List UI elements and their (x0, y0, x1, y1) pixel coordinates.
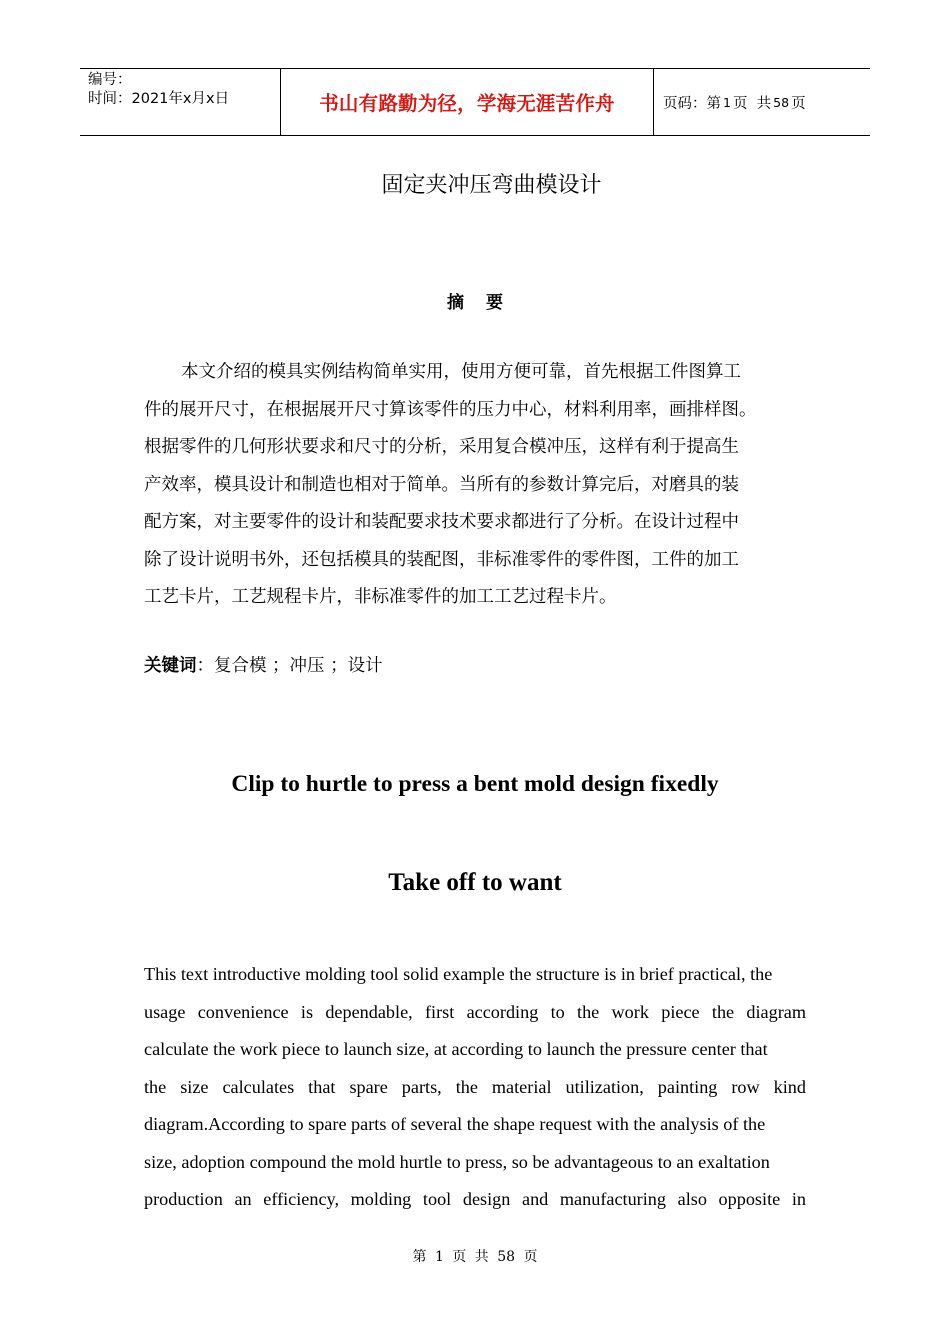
abstract-en-line: calculate the work piece to launch size, at according to launch the pressure center that (144, 1039, 768, 1059)
page-suffix: 页 (791, 95, 806, 112)
abstract-cn-line: 本文介绍的模具实例结构简单实用，使用方便可靠，首先根据工件图算工 (181, 362, 741, 382)
abstract-heading-right: 要 (486, 293, 503, 313)
abstract-heading-left: 摘 (447, 293, 464, 313)
keywords-label: 关键词 (144, 656, 197, 676)
page-current: 1 (723, 94, 731, 110)
abstract-cn-line: 件的展开尺寸，在根据展开尺寸算该零件的压力中心，材料利用率，画排样图。 (144, 399, 757, 420)
header-page-info (654, 69, 870, 135)
page-middle: 页 共 (732, 95, 772, 112)
abstract-cn-paragraph (144, 354, 806, 617)
abstract-cn-line: 产效率，模具设计和制造也相对于简单。当所有的参数计算完后，对磨具的装 (144, 474, 739, 495)
header-info-cell (80, 69, 281, 135)
abstract-en-line: size, adoption compound the mold hurtle to press, so be advantageous to an exaltation (144, 1151, 770, 1172)
header-table (80, 68, 870, 136)
abstract-cn-line: 除了设计说明书外，还包括模具的装配图，非标准零件的零件图，工件的加工 (144, 549, 739, 570)
abstract-en-paragraph (144, 956, 806, 1219)
abstract-heading-cn (0, 288, 950, 313)
abstract-en-line: usage convenience is dependable, first according to the work piece the diagram (144, 1001, 806, 1022)
page-total: 58 (773, 94, 790, 110)
abstract-en-line: diagram.According to spare parts of several the shape request with the analysis of the (144, 1114, 766, 1134)
abstract-en-line: production an efficiency, molding tool design and manufacturing also opposite in (144, 1189, 806, 1209)
document-title-en: Clip to hurtle to press a bent mold design fixedly (231, 771, 719, 797)
abstract-heading-en: Take off to want (388, 869, 562, 896)
serial-label: 编号： (88, 72, 132, 88)
abstract-en-line: the size calculates that spare parts, the material utilization, painting row kind (144, 1076, 806, 1097)
abstract-en-line: This text introductive molding tool solid example the structure is in brief practical, the (144, 964, 773, 984)
abstract-cn-line: 配方案，对主要零件的设计和装配要求技术要求都进行了分析。在设计过程中 (144, 512, 739, 532)
header-motto: 书山有路勤为径，学海无涯苦作舟 (281, 69, 654, 135)
abstract-cn-line: 根据零件的几何形状要求和尺寸的分析，采用复合模冲压，这样有利于提高生 (144, 437, 739, 457)
document-title-cn: 固定夹冲压弯曲模设计 (381, 173, 602, 198)
abstract-cn-line: 工艺卡片，工艺规程卡片，非标准零件的加工工艺过程卡片。 (144, 587, 617, 607)
keywords-text: ：复合模 ；冲压 ；设计 (196, 656, 383, 676)
page-footer: 第 1 页 共 58 页 (412, 1249, 538, 1265)
page-prefix: 页码：第 (663, 95, 721, 112)
keywords (144, 652, 383, 677)
date-text: 时间：2021年x月x日 (88, 91, 230, 107)
